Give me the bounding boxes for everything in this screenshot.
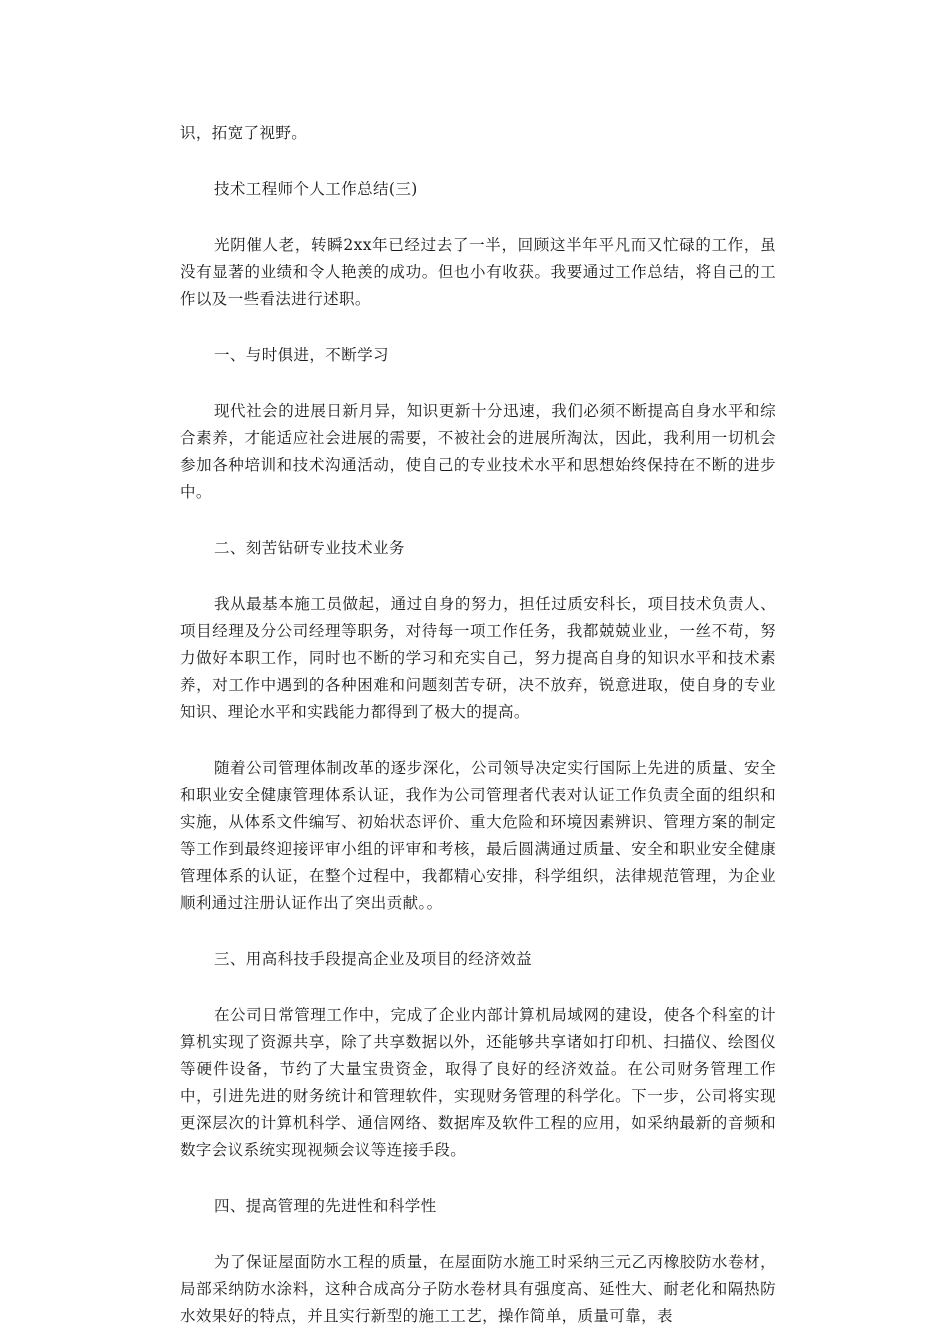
paragraph-section-2a: 我从最基本施工员做起，通过自身的努力，担任过质安科长，项目技术负责人、项目经理及分公司经理等职务，对待每一项工作任务，我都兢兢业业，一丝不苟，努力做好本职工作，同时也不断的学习和充实自己，努力提高自身的知识水平和技术素养，对工作中遇到的各种困难和问题刻苦专研，决不放弃，锐意进取，使自身的专业知识、理论水平和实践能力都得到了极大的提高。 bbox=[180, 595, 776, 721]
document-page bbox=[180, 120, 776, 1330]
document-title: 技术工程师个人工作总结(三) bbox=[214, 180, 418, 198]
paragraph-continuation: 识，拓宽了视野。 bbox=[180, 124, 308, 142]
paragraph-section-2b: 随着公司管理体制改革的逐步深化，公司领导决定实行国际上先进的质量、安全和职业安全健康管理体系认证，我作为公司管理者代表对认证工作负责全面的组织和实施，从体系文件编写、初始状态评价、重大危险和环境因素辨识、管理方案的制定等工作到最终迎接评审小组的评审和考核，最后圆满通过质量、安全和职业安全健康管理体系的认证，在整个过程中，我都精心安排，科学组织，法律规范管理，为企业顺利通过注册认证作出了突出贡献。。 bbox=[180, 759, 776, 912]
paragraph-section-4: 为了保证屋面防水工程的质量，在屋面防水施工时采纳三元乙丙橡胶防水卷材，局部采纳防水涂料，这种合成高分子防水卷材具有强度高、延性大、耐老化和隔热防水效果好的特点，并且实行新型的施工工艺，操作简单，质量可靠，表 bbox=[180, 1253, 776, 1325]
section-heading-3: 三、用高科技手段提高企业及项目的经济效益 bbox=[214, 950, 533, 968]
paragraph-intro: 光阴催人老，转瞬2xx年已经过去了一半，回顾这半年平凡而又忙碌的工作，虽没有显著的业绩和令人艳羡的成功。但也小有收获。我要通过工作总结，将自己的工作以及一些看法进行述职。 bbox=[180, 236, 776, 308]
section-heading-4: 四、提高管理的先进性和科学性 bbox=[214, 1197, 437, 1215]
section-heading-1: 一、与时俱进，不断学习 bbox=[214, 346, 389, 364]
paragraph-section-1: 现代社会的进展日新月异，知识更新十分迅速，我们必须不断提高自身水平和综合素养，才能适应社会进展的需要，不被社会的进展所淘汰，因此，我利用一切机会参加各种培训和技术沟通活动，使自己的专业技术水平和思想始终保持在不断的进步中。 bbox=[180, 402, 776, 501]
section-heading-2: 二、刻苦钻研专业技术业务 bbox=[214, 539, 405, 557]
paragraph-section-3: 在公司日常管理工作中，完成了企业内部计算机局域网的建设，使各个科室的计算机实现了资源共享，除了共享数据以外，还能够共享诸如打印机、扫描仪、绘图仪等硬件设备，节约了大量宝贵资金，取得了良好的经济效益。在公司财务管理工作中，引进先进的财务统计和管理软件，实现财务管理的科学化。下一步，公司将实现更深层次的计算机科学、通信网络、数据库及软件工程的应用，如采纳最新的音频和数字会议系统实现视频会议等连接手段。 bbox=[180, 1006, 776, 1159]
